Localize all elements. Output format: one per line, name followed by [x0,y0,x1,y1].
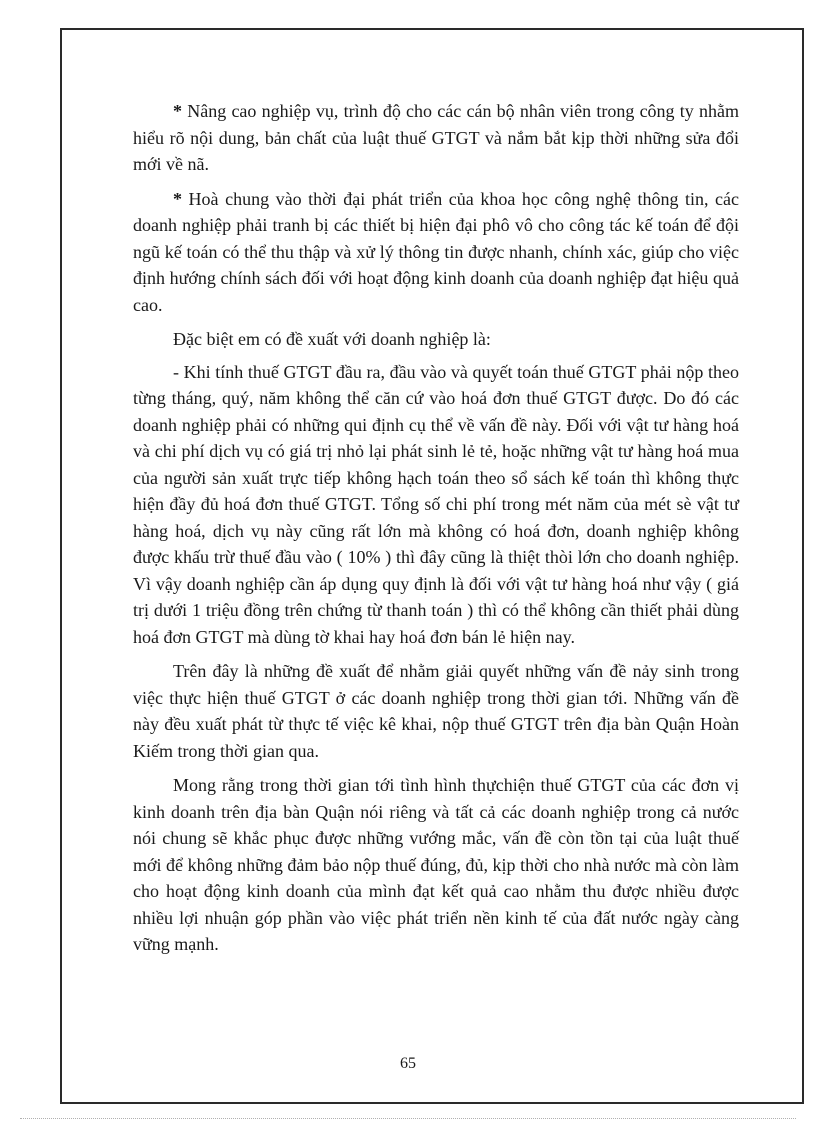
bullet-marker: * [173,188,182,209]
paragraph-2 [133,186,739,319]
paragraph-5 [133,658,739,764]
document-body [133,98,739,966]
paragraph-text: Trên đây là những đề xuất để nhằm giải quyết những vấn đề nảy sinh trong việc thực hiện thuế GTGT ở các doanh nghiệp trong thời gian tới. Những vấn đề này đều xuất phát từ thực tế việc kê khai, nộp thuế GTGT trên địa bàn Quận Hoàn Kiếm trong thời gian qua. [133,661,739,761]
bullet-marker: * [173,101,182,121]
paragraph-1 [133,98,739,178]
paragraph-3 [133,326,739,353]
paragraph-text: - Khi tính thuế GTGT đầu ra, đầu vào và quyết toán thuế GTGT phải nộp theo từng tháng, quý, năm không thể căn cứ vào hoá đơn thuế GTGT được. Do đó các doanh nghiệp phải có những qui định cụ thể về vấn đề này. Đối với vật tư hàng hoá và chi phí dịch vụ có giá trị nhỏ lại phát sinh lẻ tẻ, hoặc những vật tư hàng hoá mua của người sản xuất trực tiếp không hạch toán theo sổ sách kế toán thì không thực hiện đầy đủ hoá đơn thuế GTGT. Tổng số chi phí trong mét năm của mét sè vật tư hàng hoá, dịch vụ này cũng rất lớn mà không có hoá đơn, doanh nghiệp không được khấu trừ thuế đầu vào ( 10% ) thì đây cũng là thiệt thòi lớn cho doanh nghiệp. Vì vậy doanh nghiệp cần áp dụng quy định là đối với vật tư hàng hoá như vậy ( giá trị dưới 1 triệu đồng trên chứng từ thanh toán ) thì có thể không cần thiết phải dùng hoá đơn GTGT mà dùng tờ khai hay hoá đơn bán lẻ hiện nay. [133,361,739,647]
paragraph-4 [133,359,739,651]
paragraph-text: Hoà chung vào thời đại phát triển của khoa học công nghệ thông tin, các doanh nghiệp phải tranh bị các thiết bị hiện đại phô vô cho công tác kế toán để đội ngũ kế toán có thể thu thập và xử lý thông tin được nhanh, chính xác, giúp cho việc định hướng chính sách đối với hoạt động kinh doanh của doanh nghiệp đạt hiệu quả cao. [133,188,739,315]
paragraph-6 [133,772,739,958]
footer-divider [20,1118,796,1119]
paragraph-text: Đặc biệt em có đề xuất với doanh nghiệp là: [173,329,491,349]
page-number: 65 [400,1055,416,1072]
paragraph-text: Mong rằng trong thời gian tới tình hình thựchiện thuế GTGT của các đơn vị kinh doanh trên địa bàn Quận nói riêng và tất cả các doanh nghiệp trong cả nước nói chung sẽ khắc phục được những vướng mắc, vấn đề còn tồn tại của luật thuế mới để không những đảm bảo nộp thuế đúng, đủ, kịp thời cho nhà nước mà còn làm cho hoạt động kinh doanh của mình đạt kết quả cao nhằm thu được nhiều được nhiều lợi nhuận góp phần vào việc phát triển nền kinh tế của đất nước ngày càng vững mạnh. [133,775,739,954]
paragraph-text: Nâng cao nghiệp vụ, trình độ cho các cán bộ nhân viên trong công ty nhằm hiểu rõ nội dung, bản chất của luật thuế GTGT và nắm bắt kịp thời những sửa đổi mới về nã. [133,101,739,174]
